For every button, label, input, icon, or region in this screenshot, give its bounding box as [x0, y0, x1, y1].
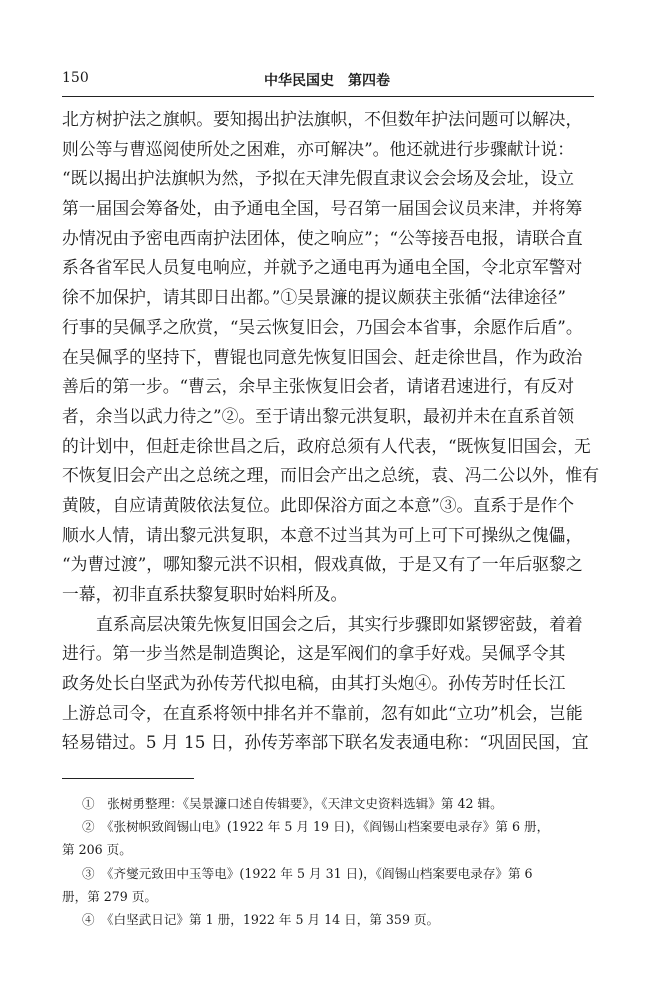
text-line: 者，余当以武力待之”②。至于请出黎元洪复职，最初并未在直系首领: [62, 405, 575, 426]
text-line: 徐不加保护，请其即日出都。”①吴景濂的提议颇获主张循“法律途径”: [62, 287, 567, 308]
text-line: 则公等与曹巡阅使所处之困难，亦可解决”。他还就进行步骤献计说：: [62, 138, 575, 159]
text-line: 政务处长白坚武为孙传芳代拟电稿，由其打头炮④。孙传芳时任长江: [62, 673, 566, 694]
text-line: 办情况由予密电西南护法团体，使之响应”；“公等接吾电报，请联合直: [62, 227, 583, 248]
footnote: [62, 908, 594, 931]
text-line: 轻易错过。5 月 15 日，孙传芳率部下联名发表通电称：“巩固民国，宜: [62, 732, 589, 753]
footnote: [62, 792, 594, 815]
footnote-line: ② 《张树帜致阎锡山电》(1922 年 5 月 19 日)，《阎锡山档案要电录存》第 6 册，: [82, 819, 550, 835]
body-text: [62, 105, 600, 758]
text-line: 的计划中，但赶走徐世昌之后，政府总须有人代表，“既恢复旧国会，无: [62, 435, 591, 456]
page-header: [62, 70, 592, 96]
footnote: [62, 862, 594, 908]
text-line: 进行。第一步当然是制造舆论，这是军阀们的拿手好戏。吴佩孚令其: [62, 643, 566, 664]
footnote-line: ① 张树勇整理：《吴景濂口述自传辑要》，《天津文史资料选辑》第 42 辑。: [82, 796, 503, 811]
text-line: 在吴佩孚的坚持下，曹锟也同意先恢复旧国会、赶走徐世昌，作为政治: [62, 346, 583, 367]
footnote-line: ④ 《白坚武日记》第 1 册，1922 年 5 月 14 日，第 359 页。: [82, 911, 440, 927]
page-number: 150: [62, 70, 89, 86]
text-line: 不恢复旧会产出之总统之理，而旧会产出之总统，袁、冯二公以外，惟有: [62, 465, 600, 486]
footnote-line: 第 206 页。: [62, 842, 132, 858]
text-line: 一幕，初非直系扶黎复职时始料所及。: [62, 584, 348, 604]
text-line: “既以揭出护法旗帜为然，予拟在天津先假直隶议会会场及会址，设立: [62, 168, 575, 189]
footnote: [62, 815, 594, 861]
footnotes: [62, 792, 594, 931]
text-line: 上游总司令，在直系将领中排名并不靠前，忽有如此“立功”机会，岂能: [62, 702, 583, 723]
running-title: 中华民国史 第四卷: [264, 73, 390, 89]
text-line: 直系高层决策先恢复旧国会之后，其实行步骤即如紧锣密鼓，着着: [96, 613, 583, 634]
footnote-line: ③ 《齐燮元致田中玉等电》(1922 年 5 月 31 日)，《阎锡山档案要电录存》第 6: [82, 865, 533, 881]
text-line: 黄陂，自应请黄陂依法复位。此即保浴方面之本意”③。直系于是作个: [62, 494, 575, 515]
text-line: 系各省军民人员复电响应，并就予之通电再为通电全国，令北京军警对: [62, 257, 583, 278]
text-line: 行事的吴佩孚之欣赏，“吴云恢复旧会，乃国会本省事，余愿作后盾”。: [62, 316, 583, 337]
text-line: 第一届国会筹备处，由予通电全国，号召第一届国会议员来津，并将筹: [62, 198, 583, 219]
text-line: 北方树护法之旗帜。要知揭出护法旗帜，不但数年护法问题可以解决，: [62, 109, 583, 129]
header-rule: [62, 96, 594, 97]
text-line: “为曹过渡”，哪知黎元洪不识相，假戏真做，于是又有了一年后驱黎之: [62, 554, 583, 575]
text-line: 善后的第一步。“曹云，余早主张恢复旧会者，请诸君速进行，有反对: [62, 376, 575, 397]
text-line: 顺水人情，请出黎元洪复职，本意不过当其为可上可下可操纵之傀儡，: [62, 524, 583, 545]
footnote-rule: [62, 778, 194, 779]
footnote-line: 册，第 279 页。: [62, 888, 158, 904]
